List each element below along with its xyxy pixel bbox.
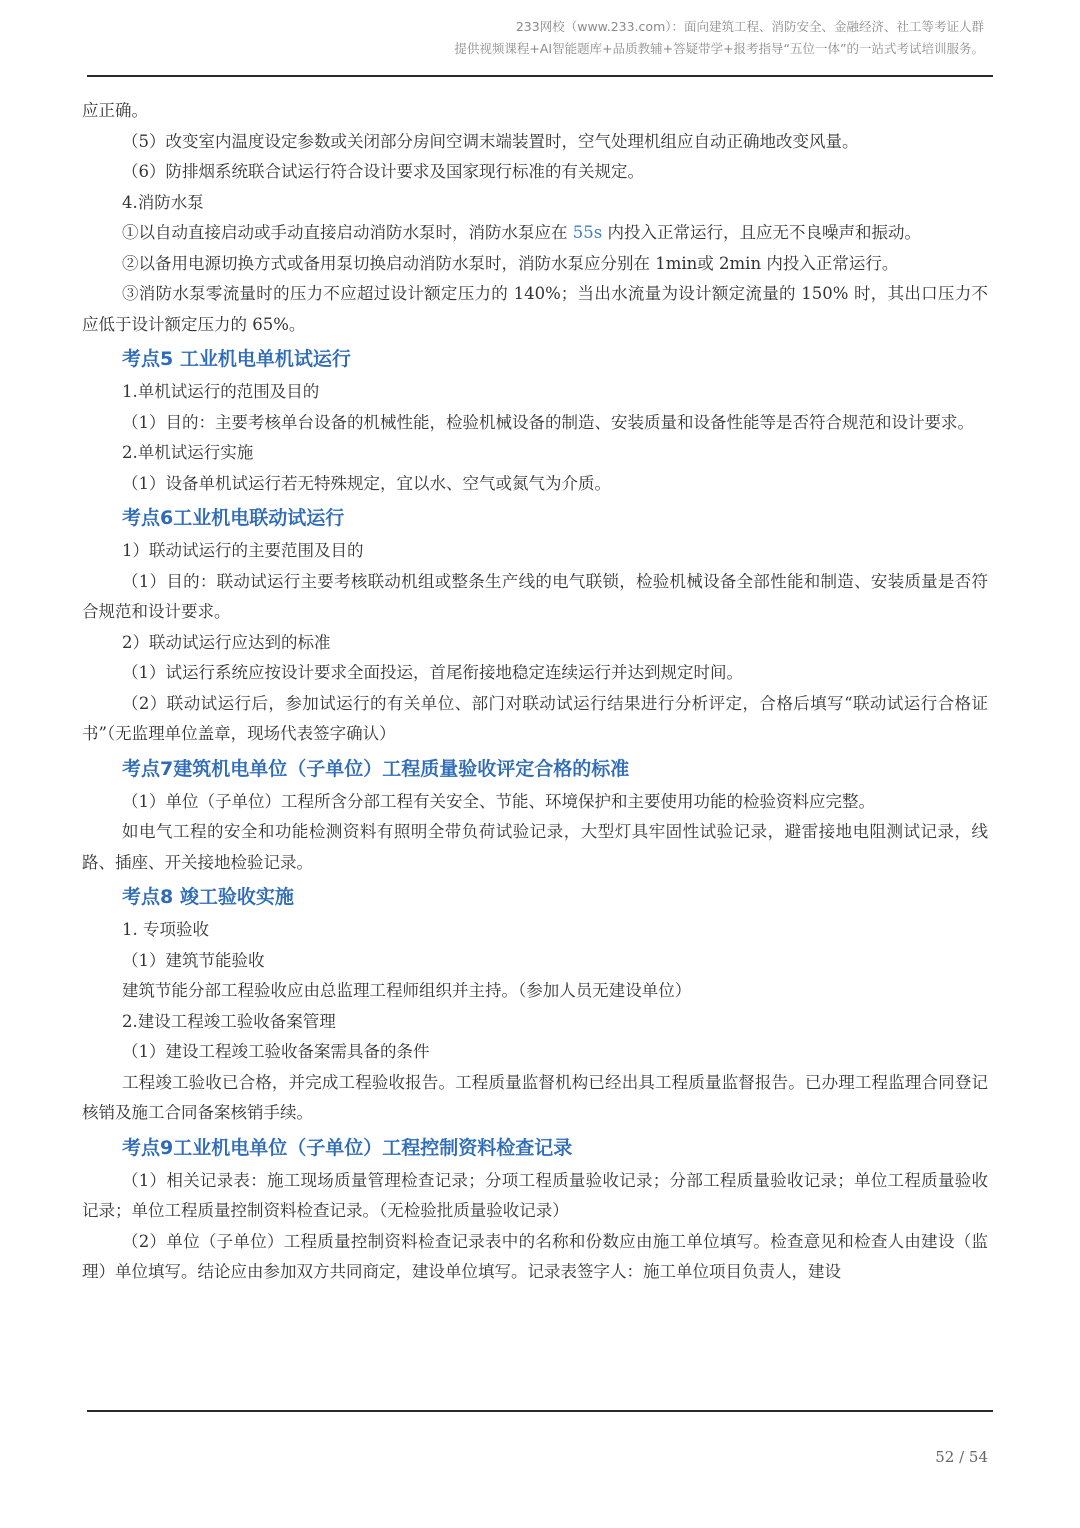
section-heading-8: 考点8 竣工验收实施 [122,886,294,908]
section-heading-6: 考点6工业机电联动试运行 [122,507,345,529]
paragraph: （1）建筑节能验收 [122,950,265,970]
paragraph: （1）目的：主要考核单台设备的机械性能，检验机械设备的制造、安装质量和设备性能等是否符合规范和设计要求。 [122,412,974,432]
page-number: 52 / 54 [935,1448,988,1466]
paragraph: （2）联动试运行后，参加试运行的有关单位、部门对联动试运行结果进行分析评定，合格后填写“联动试运行合格证书”（无监理单位盖章，现场代表签字确认） [82,693,988,743]
paragraph: 1）联动试运行的主要范围及目的 [122,541,364,560]
section-heading-9: 考点9工业机电单位（子单位）工程控制资料检查记录 [122,1136,573,1159]
header-divider [87,75,993,77]
paragraph: （1）试运行系统应按设计要求全面投运，首尾衔接地稳定连续运行并达到规定时间。 [122,663,743,682]
text-run: 内投入正常运行，且应无不良噪声和振动。 [602,223,921,242]
paragraph: （1）单位（子单位）工程所含分部工程有关安全、节能、环境保护和主要使用功能的检验资料应完整。 [122,791,875,811]
header-line-2: 提供视频课程+AI智能题库+品质教辅+答疑带学+报考指导“五位一体”的一站式考试培训服务。 [454,41,984,56]
paragraph: （1）建设工程竣工验收备案需具备的条件 [122,1042,430,1061]
footer-divider [87,1410,993,1412]
paragraph: （6）防排烟系统联合试运行符合设计要求及国家现行标准的有关规定。 [122,162,644,181]
paragraph: 如电气工程的安全和功能检测资料有照明全带负荷试验记录，大型灯具牢固性试验记录，避雷接地电阻测试记录，线路、插座、开关接地检验记录。 [82,822,988,872]
paragraph: 工程竣工验收已合格，并完成工程验收报告。工程质量监督机构已经出具工程质量监督报告。已办理工程监理合同登记核销及施工合同备案核销手续。 [82,1072,988,1122]
paragraph: （1）目的：联动试运行主要考核联动机组或整条生产线的电气联锁，检验机械设备全部性能和制造、安装质量是否符合规范和设计要求。 [82,571,988,621]
paragraph: 2.单机试运行实施 [122,443,254,462]
paragraph [82,218,988,249]
paragraph: 1. 专项验收 [122,920,209,939]
page-header [454,16,984,60]
paragraph: 2.建设工程竣工验收备案管理 [122,1011,336,1031]
paragraph: 2）联动试运行应达到的标准 [122,632,331,652]
paragraph: 1.单机试运行的范围及目的 [122,382,320,401]
paragraph: ②以备用电源切换方式或备用泵切换启动消防水泵时，消防水泵应分别在 1min或 2min 内投入正常运行。 [122,253,899,273]
paragraph: 4.消防水泵 [122,192,204,212]
text-run: ①以自动直接启动或手动直接启动消防水泵时，消防水泵应在 [122,223,573,242]
paragraph: （1）相关记录表：施工现场质量管理检查记录；分项工程质量验收记录；分部工程质量验收记录；单位工程质量验收记录；单位工程质量控制资料检查记录。（无检验批质量验收记录） [82,1170,988,1220]
paragraph: （2）单位（子单位）工程质量控制资料检查记录表中的名称和份数应由施工单位填写。检查意见和检查人由建设（监理）单位填写。结论应由参加双方共同商定，建设单位填写。记录表签字人：施工单位项目负责人，建设 [82,1231,988,1281]
paragraph: ③消防水泵零流量时的压力不应超过设计额定压力的 140%；当出水流量为设计额定流量的 150% 时，其出口压力不应低于设计额定压力的 65%。 [82,284,988,334]
section-heading-7: 考点7建筑机电单位（子单位）工程质量验收评定合格的标准 [122,757,630,780]
paragraph: （1）设备单机试运行若无特殊规定，宜以水、空气或氮气为介质。 [122,473,611,493]
document-body [82,96,988,1288]
section-heading-5: 考点5 工业机电单机试运行 [122,348,351,370]
header-line-1: 233网校（www.233.com）：面向建筑工程、消防安全、金融经济、社工等考证人群 [515,19,984,34]
highlight-value: 55s [572,223,603,242]
paragraph: 应正确。 [82,101,148,120]
paragraph: 建筑节能分部工程验收应由总监理工程师组织并主持。（参加人员无建设单位） [122,981,692,1000]
paragraph: （5）改变室内温度设定参数或关闭部分房间空调末端装置时，空气处理机组应自动正确地改变风量。 [122,131,859,151]
